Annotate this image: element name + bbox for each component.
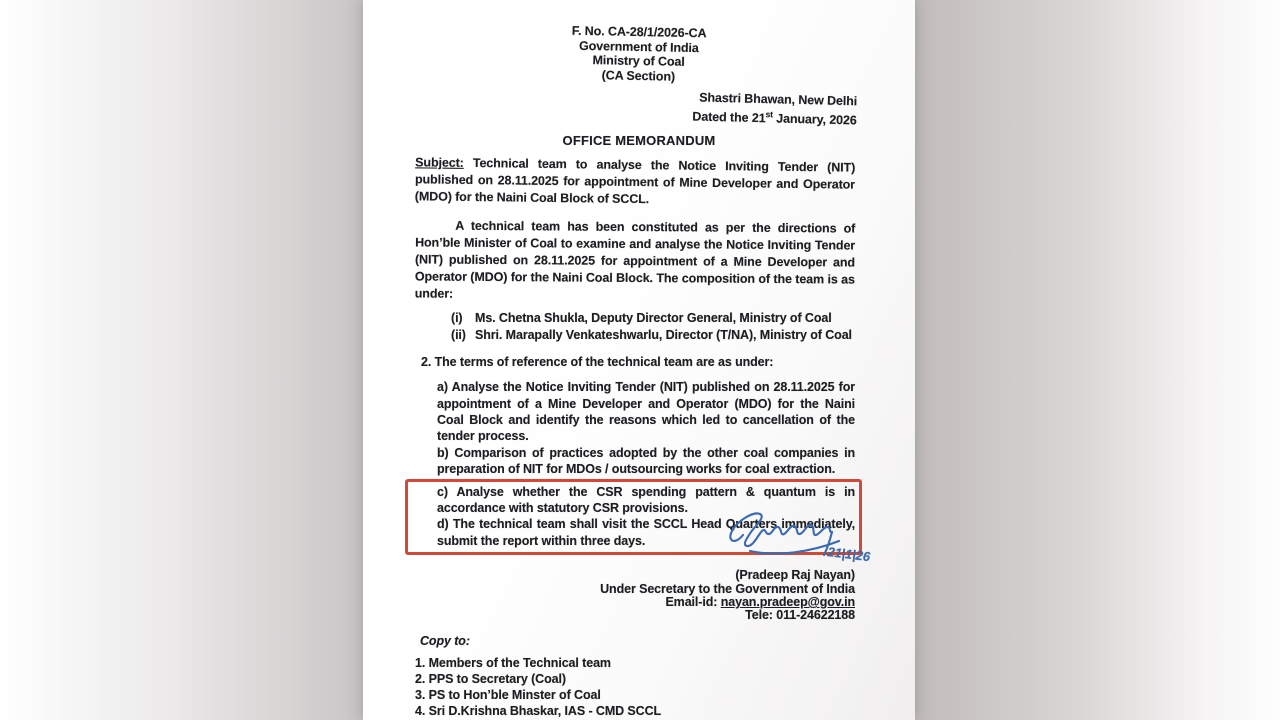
place-line: Shastri Bhawan, New Delhi [699, 90, 858, 109]
intro-paragraph: A technical team has been constituted as per the directions of Hon’ble Minister of Coal to examine and analyse the Notice Inviting Tender (NIT) published on 28.11.2025 for appointment of a Mine Developer and Operator (MDO) for the Naini Coal Block. The composition of the team is as under: [414, 218, 856, 301]
subject-label: Subject: [415, 155, 464, 171]
date-suffix: January, 2026 [772, 110, 857, 127]
email-label: Email-id: [665, 595, 721, 610]
copy-to-item: 1. Members of the Technical team [415, 655, 611, 670]
letterhead [362, 0, 915, 88]
signatory-block [415, 569, 855, 623]
background-right-gradient [915, 0, 1280, 720]
term-a: a) Analyse the Notice Inviting Tender (NIT) published on 28.11.2025 for appointment of a Mine Developer and Operator (MDO) for the Naini Coal Block and identify the reasons which led to cancellation of the tender process. [437, 380, 855, 444]
memo-title: OFFICE MEMORANDUM [562, 133, 716, 149]
copy-to-item: 3. PS to Hon’ble Minster of Coal [415, 687, 601, 702]
memo-page [363, 0, 915, 720]
team-member-number: (ii) [451, 328, 466, 343]
team-member-row [451, 310, 855, 327]
signature-date: 21|1|26 [826, 544, 871, 565]
date-ordinal: st [765, 108, 774, 119]
copy-to-label: Copy to: [420, 633, 470, 648]
team-member-number: (i) [451, 311, 463, 326]
subject-paragraph [415, 154, 856, 210]
org-line-3: (CA Section) [601, 67, 676, 84]
background-left-gradient [0, 0, 363, 720]
org-line-2: Ministry of Coal [592, 53, 685, 69]
date-prefix: Dated the 21 [692, 108, 766, 125]
term-b: b) Comparison of practices adopted by the other coal companies in preparation of NIT for MDOs / outsourcing works for coal extraction. [437, 445, 855, 477]
team-member-name: Ms. Chetna Shukla, Deputy Director General, Ministry of Coal [475, 311, 832, 326]
copy-to-item: 2. PPS to Secretary (Coal) [415, 671, 566, 686]
subject-text: Technical team to analyse the Notice Inviting Tender (NIT) published on 28.11.2025 for appointment of Mine Developer and Operator (MDO) for the Naini Coal Block of SCCL. [414, 156, 856, 207]
signatory-email-line [415, 596, 855, 609]
place-date-block [363, 82, 916, 129]
signatory-designation: Under Secretary to the Government of India [600, 581, 855, 596]
team-member-name: Shri. Marapally Venkateshwarlu, Director (T/NA), Ministry of Coal [475, 328, 852, 343]
term-c: c) Analyse whether the CSR spending pattern & quantum is in accordance with statutory CSR provisions. [437, 484, 855, 515]
team-list [451, 310, 855, 344]
memo-body [363, 157, 915, 719]
email-address: nayan.pradeep@gov.in [720, 595, 855, 610]
signatory-phone: Tele: 011-24622188 [745, 608, 855, 623]
signatory-name: (Pradeep Raj Nayan) [735, 568, 855, 583]
term-d: d) The technical team shall visit the SCCL Head Quarters immediately, submit the report within three days. [437, 517, 855, 548]
team-member-row [451, 327, 855, 344]
handwritten-signature [723, 505, 873, 565]
copy-to-item: 4. Sri D.Krishna Bhaskar, IAS - CMD SCCL [415, 703, 662, 718]
org-line-1: Government of India [578, 38, 699, 55]
terms-intro: 2. The terms of reference of the technical team are as under: [421, 355, 774, 370]
copy-to-list [415, 655, 855, 719]
file-number: F. No. CA-28/1/2026-CA [571, 23, 707, 41]
